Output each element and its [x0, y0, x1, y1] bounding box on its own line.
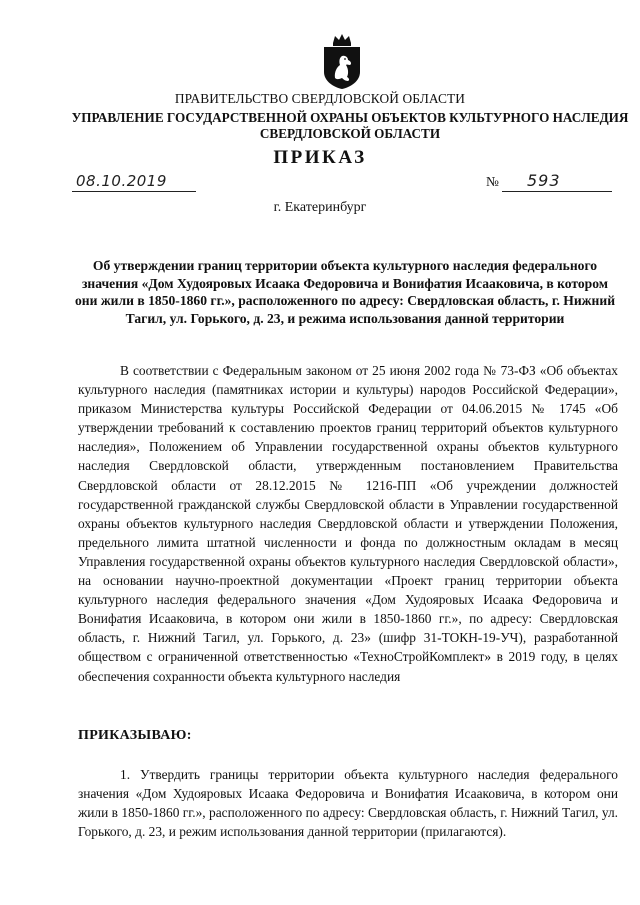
department-name: УПРАВЛЕНИЕ ГОСУДАРСТВЕННОЙ ОХРАНЫ ОБЪЕКТОВ КУЛЬТУРНОГО НАСЛЕДИЯ СВЕРДЛОВСКОЙ ОБЛАСТИ — [71, 110, 629, 141]
coat-of-arms-icon — [321, 34, 363, 90]
date-field — [72, 171, 196, 192]
document-type-title: ПРИКАЗ — [273, 147, 367, 168]
number-value: 593 — [527, 171, 561, 190]
date-value: 08.10.2019 — [76, 172, 167, 190]
city-name: г. Екатеринбург — [273, 200, 367, 215]
order-keyword: ПРИКАЗЫВАЮ: — [78, 728, 192, 743]
preamble-paragraph: В соответствии с Федеральным законом от 25 июня 2002 года № 73-ФЗ «Об объектах культурного наследия (памятниках истории и культуры) народов Российской Федерации», приказом Министерства культуры Российской Федерации от 04.06.2015 № 1745 «Об утверждении требований к составлению проектов границ территорий объектов культурного наследия», Положением об Управлении государственной охраны объектов культурного наследия Свердловской области, утвержденным постановлением Правительства Свердловской области от 28.12.2015 № 1216-ПП «Об учреждении должностей государственной гражданской службы Свердловской области в Управлении государственной охраны объектов культурного наследия Свердловской области и утверждении Положения, предельного лимита штатной численности и фонда по должностным окладам в месяц Управления государственной охраны объектов культурного наследия Свердловской области», на основании научно-проектной документации «Проект границ территории объекта культурного наследия федерального значения «Дом Худояровых Исаака Федоровича и Вонифатия Исааковича, в котором они жили в 1850-1860 гг.», по адресу: Свердловская область, г. Нижний Тагил, ул. Горького, д. 23» (шифр 31-ТОКН-19-УЧ), разработанной обществом с ограниченной ответственностью «ТехноСтройКомплект» в 2019 году, в целях обеспечения сохранности объекта культурного наследия — [78, 363, 618, 684]
government-name: ПРАВИТЕЛЬСТВО СВЕРДЛОВСКОЙ ОБЛАСТИ — [174, 91, 466, 106]
number-field — [502, 171, 612, 192]
number-label: № — [486, 174, 499, 189]
order-item-1: 1. Утвердить границы территории объекта культурного наследия федерального значения «Дом Худояровых Исаака Федоровича и Вонифатия Исааковича, в котором они жили в 1850-1860 гг.», расположенного по адресу: Свердловская область, г. Нижний Тагил, ул. Горького, д. 23, и режим использования данной территории (прилагаются). — [78, 767, 618, 840]
order-subject: Об утверждении границ территории объекта культурного наследия федерального значения «Дом Худояровых Исаака Федоровича и Вонифатия Исааковича, в котором они жили в 1850-1860 гг.», расположенного по адресу: Свердловская область, г. Нижний Тагил, ул. Горького, д. 23, и режима использования данной территории — [74, 258, 616, 326]
